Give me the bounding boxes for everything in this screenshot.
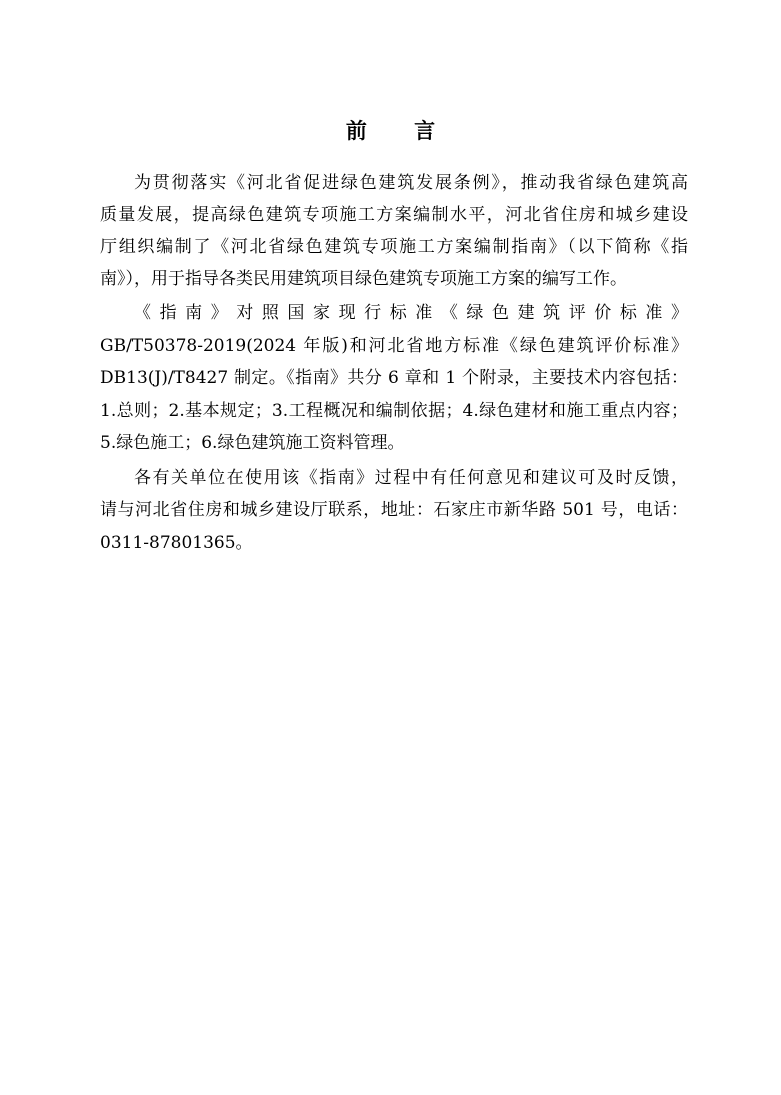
paragraph-1-line-1: 为贯彻落实《河北省促进绿色建筑发展条例》，推动我省绿色建筑高: [134, 173, 688, 193]
paragraph-2-line-3: DB13(J)/T8427 制定。《指南》共分 6 章和 1 个附录，主要技术内容包括：: [100, 368, 688, 388]
paragraph-1-line-2: 质量发展，提高绿色建筑专项施工方案编制水平，河北省住房和城乡建设: [100, 205, 688, 225]
page-title: 前 言: [345, 119, 456, 143]
paragraph-1-line-3: 厅组织编制了《河北省绿色建筑专项施工方案编制指南》（以下简称《指: [100, 237, 688, 257]
paragraph-3-line-2: 请与河北省住房和城乡建设厅联系，地址：石家庄市新华路 501 号，电话：: [100, 500, 688, 520]
paragraph-2-line-5: 5.绿色施工；6.绿色建筑施工资料管理。: [100, 433, 405, 453]
paragraph-2-line-1: 《指南》对照国家现行标准《绿色建筑评价标准》: [134, 303, 688, 323]
paragraph-1-line-4: 南》），用于指导各类民用建筑项目绿色建筑专项施工方案的编写工作。: [100, 269, 627, 289]
paragraph-2-line-2: GB/T50378-2019(2024 年版)和河北省地方标准《绿色建筑评价标准》: [100, 336, 688, 356]
paragraph-3-line-3: 0311-87801365。: [100, 533, 253, 553]
paragraph-3-line-1: 各有关单位在使用该《指南》过程中有任何意见和建议可及时反馈，: [134, 468, 688, 488]
paragraph-2-line-4: 1.总则；2.基本规定；3.工程概况和编制依据；4.绿色建材和施工重点内容；: [100, 401, 688, 421]
